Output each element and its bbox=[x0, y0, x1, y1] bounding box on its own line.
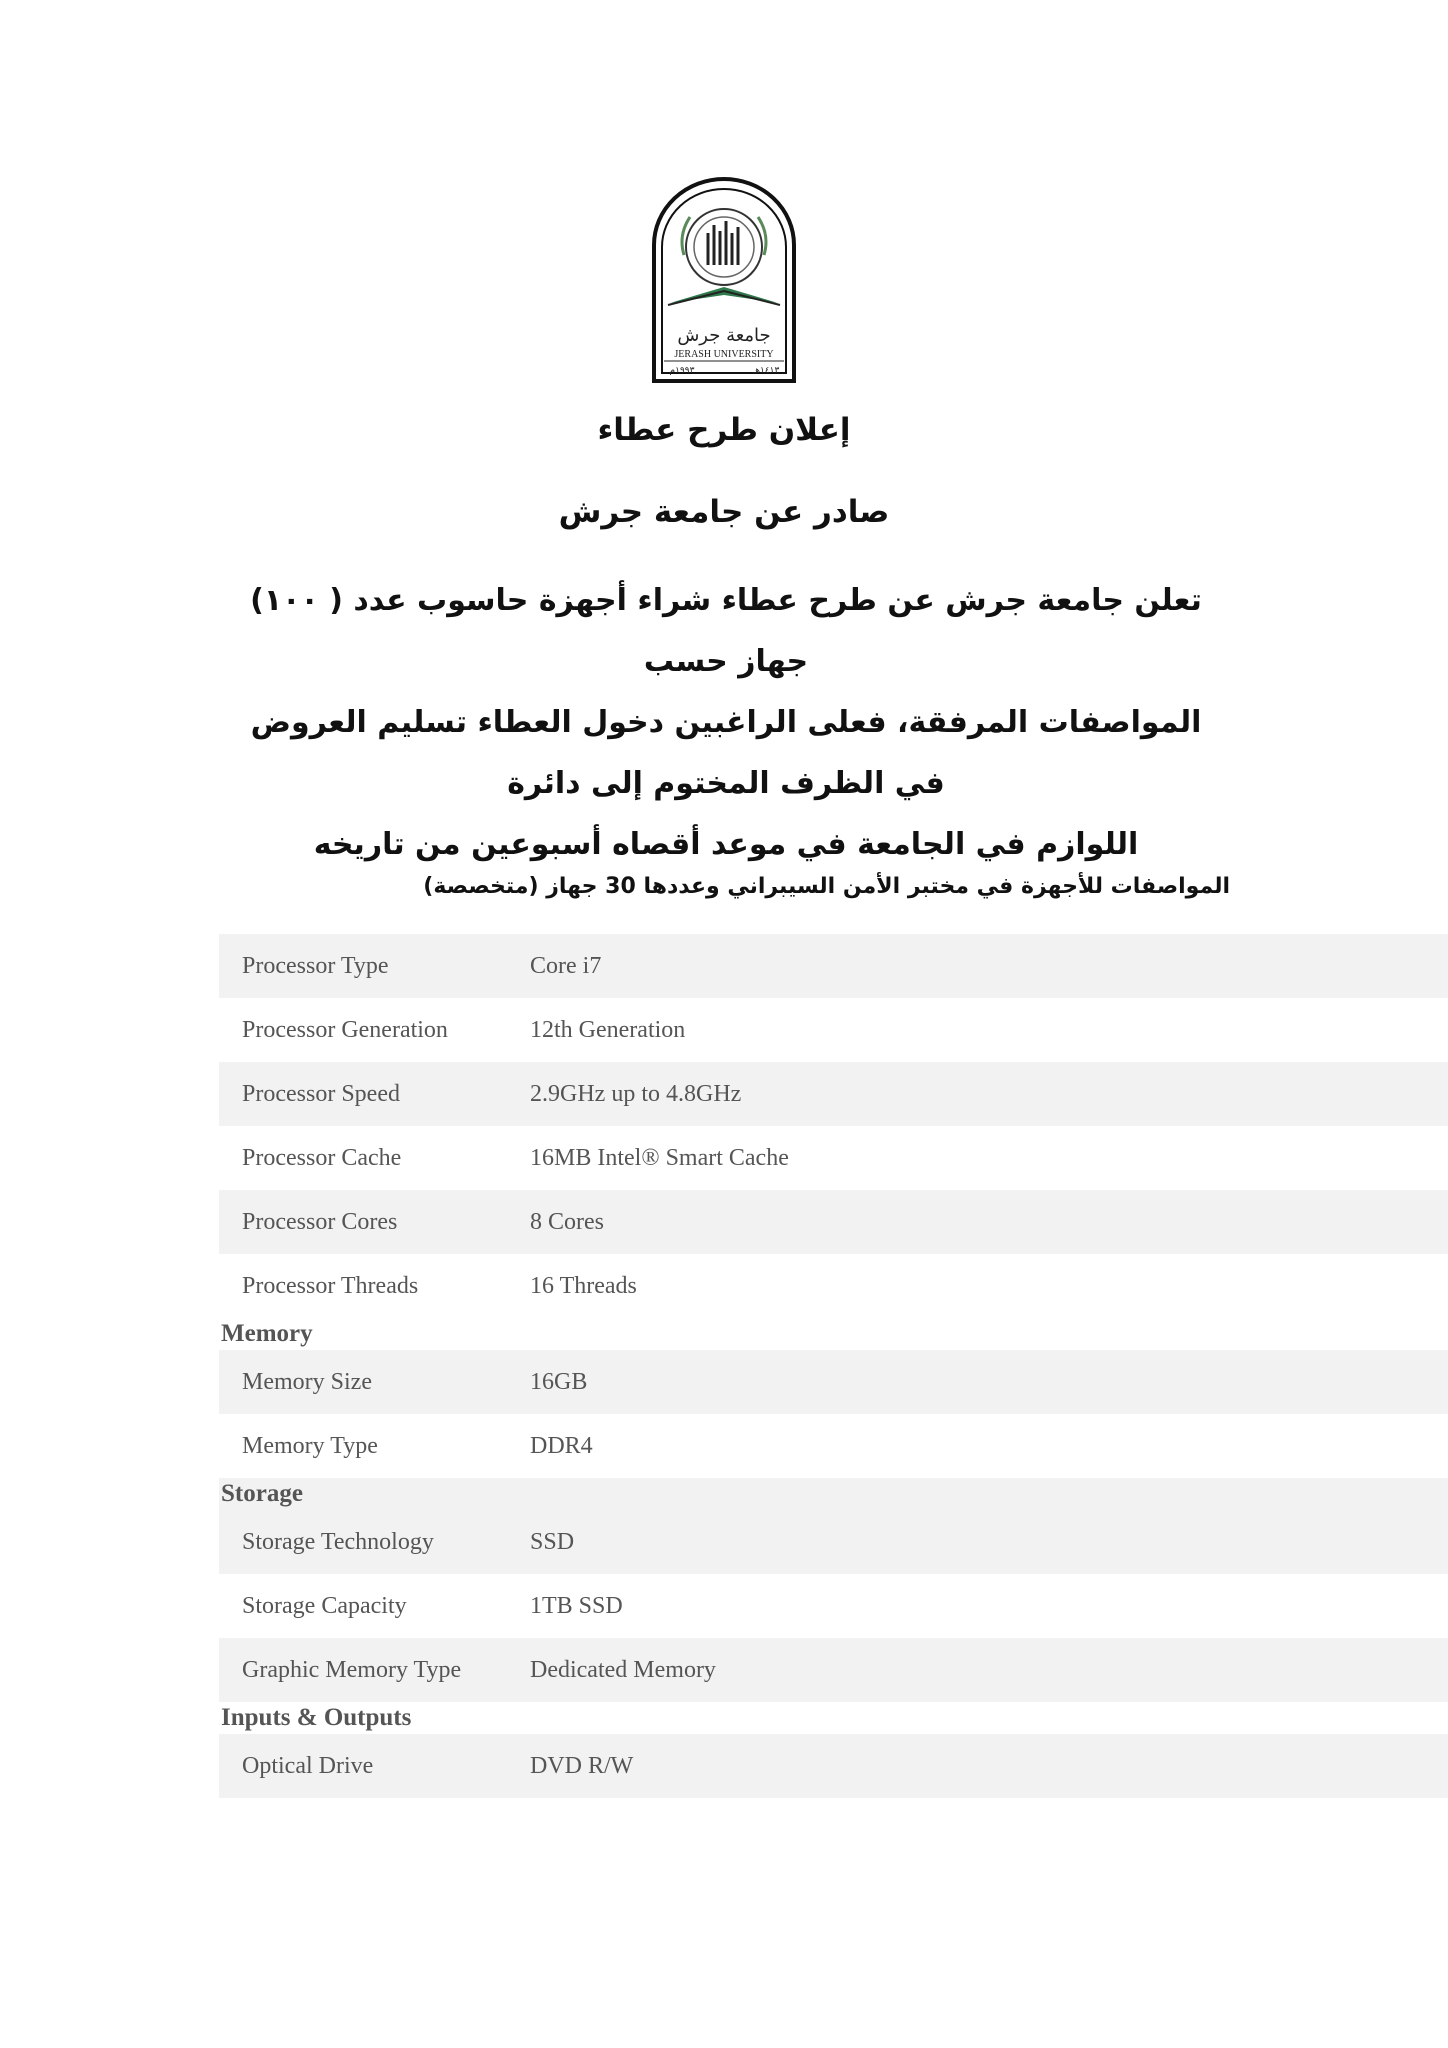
spec-value: DVD R/W bbox=[530, 1752, 634, 1779]
spec-row bbox=[219, 1254, 1448, 1318]
section-header-inputs-outputs: Inputs & Outputs bbox=[221, 1704, 412, 1731]
spec-value: Dedicated Memory bbox=[530, 1656, 716, 1683]
spec-row bbox=[219, 1350, 1448, 1414]
logo-year-left: ١٩٩٣م bbox=[669, 366, 695, 376]
spec-row bbox=[219, 1062, 1448, 1126]
spec-row bbox=[219, 1734, 1448, 1798]
spec-table bbox=[219, 934, 1448, 1798]
spec-value: 16MB Intel® Smart Cache bbox=[530, 1144, 789, 1171]
logo-english-text: JERASH UNIVERSITY bbox=[674, 349, 774, 360]
spec-label: Graphic Memory Type bbox=[242, 1656, 462, 1683]
spec-value: 16 Threads bbox=[530, 1272, 637, 1299]
spec-row bbox=[219, 998, 1448, 1062]
spec-value: DDR4 bbox=[530, 1432, 593, 1459]
announcement-line: المواصفات المرفقة، فعلى الراغبين دخول العطاء تسليم العروض في الظرف المختوم إلى دائرة bbox=[250, 705, 1202, 801]
section-header-memory: Memory bbox=[221, 1320, 313, 1347]
spec-row bbox=[219, 1574, 1448, 1638]
spec-row bbox=[219, 1190, 1448, 1254]
spec-label: Memory Size bbox=[242, 1368, 372, 1395]
spec-value: SSD bbox=[530, 1528, 575, 1555]
spec-label: Processor Type bbox=[242, 952, 389, 979]
spec-value: 8 Cores bbox=[530, 1208, 604, 1235]
spec-row bbox=[219, 934, 1448, 998]
spec-label: Processor Cache bbox=[242, 1144, 402, 1171]
announcement-line: اللوازم في الجامعة في موعد أقصاه أسبوعين من تاريخه bbox=[313, 827, 1139, 862]
announcement-body bbox=[222, 570, 1230, 875]
section-header-storage: Storage bbox=[219, 1478, 1448, 1510]
spec-label: Processor Generation bbox=[242, 1016, 448, 1043]
spec-label: Processor Speed bbox=[242, 1080, 400, 1107]
announcement-subtitle: صادر عن جامعة جرش bbox=[558, 494, 890, 530]
logo-arabic-text: جامعة جرش bbox=[677, 325, 771, 346]
spec-label: Storage Technology bbox=[242, 1528, 434, 1555]
spec-value: 12th Generation bbox=[530, 1016, 686, 1043]
spec-label: Storage Capacity bbox=[242, 1592, 407, 1619]
spec-row bbox=[219, 1638, 1448, 1702]
announcement-line: تعلن جامعة جرش عن طرح عطاء شراء أجهزة حاسوب عدد ( ١٠٠) جهاز حسب bbox=[250, 583, 1202, 679]
spec-value: 1TB SSD bbox=[530, 1592, 623, 1619]
announcement-title: إعلان طرح عطاء bbox=[597, 412, 851, 448]
spec-heading: المواصفات للأجهزة في مختبر الأمن السيبراني وعددها 30 جهاز (متخصصة) bbox=[423, 874, 1230, 899]
spec-value: 2.9GHz up to 4.8GHz bbox=[530, 1080, 742, 1107]
spec-row bbox=[219, 1510, 1448, 1574]
spec-label: Processor Cores bbox=[242, 1208, 398, 1235]
spec-value: 16GB bbox=[530, 1368, 588, 1395]
spec-row bbox=[219, 1414, 1448, 1478]
spec-label: Optical Drive bbox=[242, 1752, 374, 1779]
spec-label: Processor Threads bbox=[242, 1272, 419, 1299]
university-logo bbox=[650, 175, 798, 385]
logo-year-right: ١٤١٣هـ bbox=[752, 366, 780, 376]
spec-label: Memory Type bbox=[242, 1432, 378, 1459]
spec-value: Core i7 bbox=[530, 952, 602, 979]
spec-row bbox=[219, 1126, 1448, 1190]
